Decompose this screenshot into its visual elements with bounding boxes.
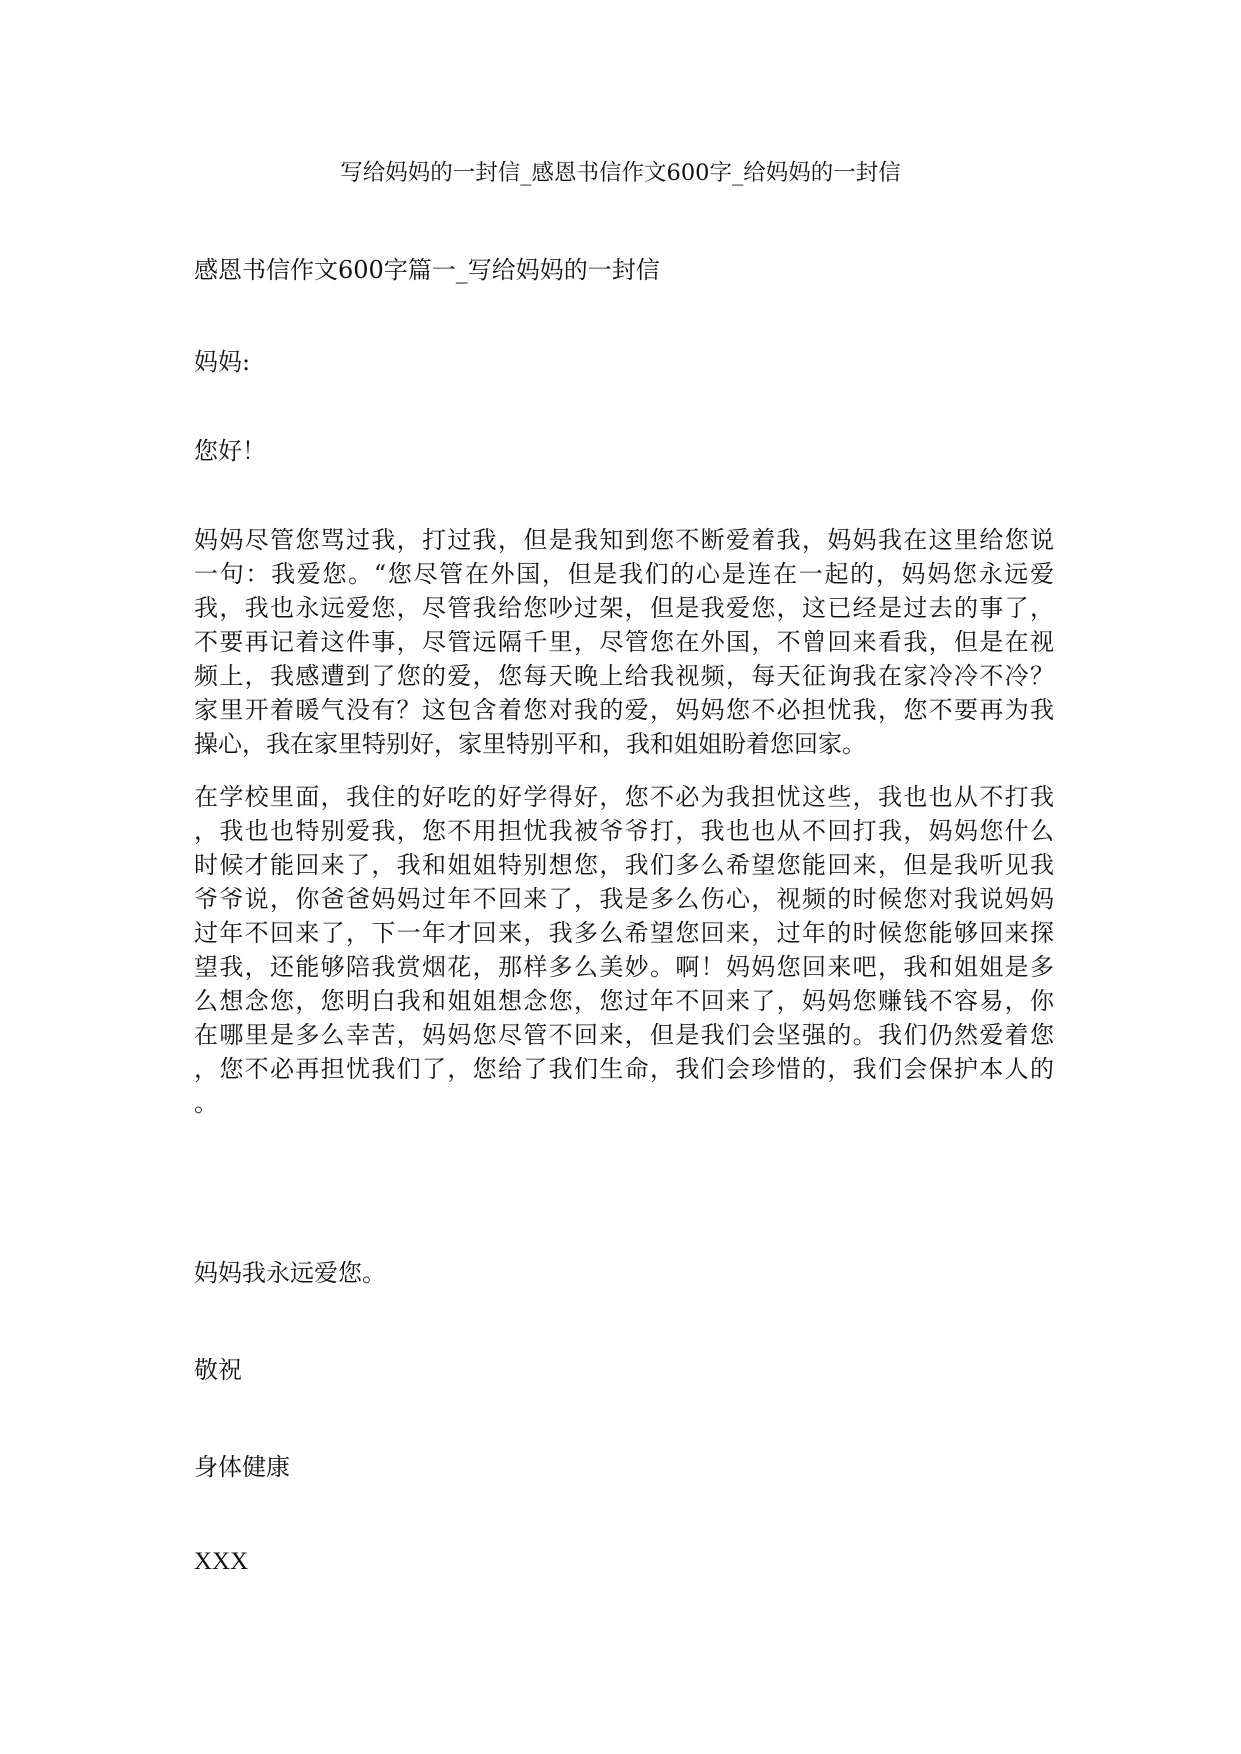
paragraph-line: 在哪里是多么幸苦，妈妈您尽管不回来，但是我们会坚强的。我们仍然爱着您 [194, 1021, 1054, 1049]
letter-salutation: 妈妈: [194, 348, 251, 376]
paragraph-line: 操心，我在家里特别好，家里特别平和，我和姐姐盼着您回家。 [194, 730, 866, 758]
letter-signature: XXX [194, 1548, 249, 1575]
letter-regards: 敬祝 [194, 1356, 242, 1384]
paragraph-line: 。 [194, 1089, 218, 1117]
paragraph-line: ，我也也特别爱我，您不用担忧我被爷爷打，我也也从不回打我，妈妈您什么 [194, 817, 1054, 845]
paragraph-line: 么想念您，您明白我和姐姐想念您，您过年不回来了，妈妈您赚钱不容易，你 [194, 987, 1054, 1015]
document-subtitle: 感恩书信作文600字篇一_写给妈妈的一封信 [194, 256, 660, 284]
paragraph-line: 我，我也永远爱您，尽管我给您吵过架，但是我爱您，这已经是过去的事了， [194, 594, 1054, 622]
paragraph-line: 在学校里面，我住的好吃的好学得好，您不必为我担忧这些，我也也从不打我 [194, 783, 1054, 811]
paragraph-line: 不要再记着这件事，尽管远隔千里，尽管您在外国，不曾回来看我，但是在视 [194, 628, 1054, 656]
letter-paragraph-2 [194, 780, 1054, 1120]
paragraph-line: 频上，我感遭到了您的爱，您每天晚上给我视频，每天征询我在家冷冷不冷？ [194, 662, 1054, 690]
paragraph-line: 爷爷说，你爸爸妈妈过年不回来了，我是多么伤心，视频的时候您对我说妈妈 [194, 885, 1054, 913]
letter-paragraph-1 [194, 523, 1054, 761]
letter-closing: 妈妈我永远爱您。 [194, 1259, 386, 1287]
paragraph-line: 望我，还能够陪我赏烟花，那样多么美妙。啊！妈妈您回来吧，我和姐姐是多 [194, 953, 1054, 981]
paragraph-line: 过年不回来了，下一年才回来，我多么希望您回来，过年的时候您能够回来探 [194, 919, 1054, 947]
letter-greeting: 您好！ [194, 437, 266, 465]
paragraph-line: 一句：我爱您。“您尽管在外国，但是我们的心是连在一起的，妈妈您永远爱 [194, 560, 1054, 588]
paragraph-line: 家里开着暖气没有？这包含着您对我的爱，妈妈您不必担忧我，您不要再为我 [194, 696, 1054, 724]
document-title: 写给妈妈的一封信_感恩书信作文600字_给妈妈的一封信 [340, 160, 901, 186]
paragraph-line: ，您不必再担忧我们了，您给了我们生命，我们会珍惜的，我们会保护本人的 [194, 1055, 1054, 1083]
paragraph-line: 妈妈尽管您骂过我，打过我，但是我知到您不断爱着我，妈妈我在这里给您说 [194, 526, 1054, 554]
letter-wish: 身体健康 [194, 1453, 290, 1481]
paragraph-line: 时候才能回来了，我和姐姐特别想您，我们多么希望您能回来，但是我听见我 [194, 851, 1054, 879]
